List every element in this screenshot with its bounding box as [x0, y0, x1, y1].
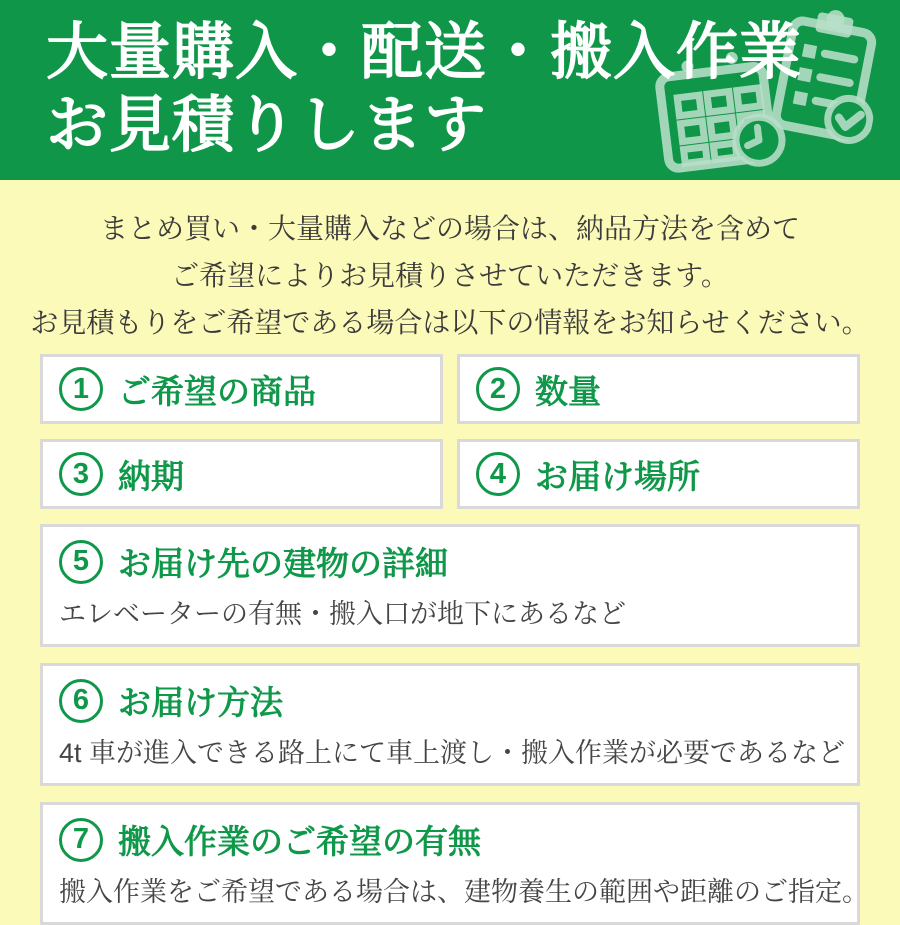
item-number-badge: 7	[59, 818, 103, 862]
item-note: 4t 車が進入できる路上にて車上渡し・搬入作業が必要であるなど	[59, 738, 846, 768]
item-title: 納期	[118, 457, 184, 495]
item-title: ご希望の商品	[118, 372, 316, 410]
item-title: お届け方法	[118, 684, 283, 721]
item-note: 搬入作業をご希望である場合は、建物養生の範囲や距離のご指定。	[59, 877, 869, 907]
item-number-badge: 4	[476, 452, 520, 496]
intro-line-2: ご希望によりお見積りさせていただきます。	[171, 260, 729, 291]
item-title: お届け場所	[535, 457, 700, 495]
item-box-desired-product	[40, 354, 443, 424]
item-title: お届け先の建物の詳細	[118, 545, 448, 582]
item-row-1	[40, 354, 860, 424]
item-title-row	[59, 677, 841, 724]
intro-line-3: お見積もりをご希望である場合は以下の情報をお知らせください。	[30, 307, 870, 338]
header-banner	[0, 0, 900, 180]
item-title-row	[59, 538, 841, 585]
intro-text	[0, 180, 900, 346]
item-title: 数量	[535, 372, 601, 410]
item-number-badge: 2	[476, 367, 520, 411]
item-box-carry-in-request	[40, 802, 869, 925]
page-title-line2: お見積りします	[46, 91, 488, 160]
item-box-building-details	[40, 524, 860, 647]
item-box-delivery-place	[457, 439, 860, 509]
item-box-delivery-date	[40, 439, 443, 509]
item-box-delivery-method	[40, 663, 860, 786]
item-note: エレベーターの有無・搬入口が地下にあるなど	[59, 599, 626, 629]
item-number-badge: 1	[59, 367, 103, 411]
item-number-badge: 6	[59, 679, 103, 723]
page-title-line1: 大量購入・配送・搬入作業	[46, 18, 803, 87]
item-row-2	[40, 439, 860, 509]
item-title-row	[59, 816, 841, 863]
item-number-badge: 5	[59, 540, 103, 584]
intro-line-1: まとめ買い・大量購入などの場合は、納品方法を含めて	[99, 213, 800, 244]
item-box-quantity	[457, 354, 860, 424]
item-number-badge: 3	[59, 452, 103, 496]
item-title: 搬入作業のご希望の有無	[118, 823, 481, 860]
request-info-list	[40, 354, 869, 925]
